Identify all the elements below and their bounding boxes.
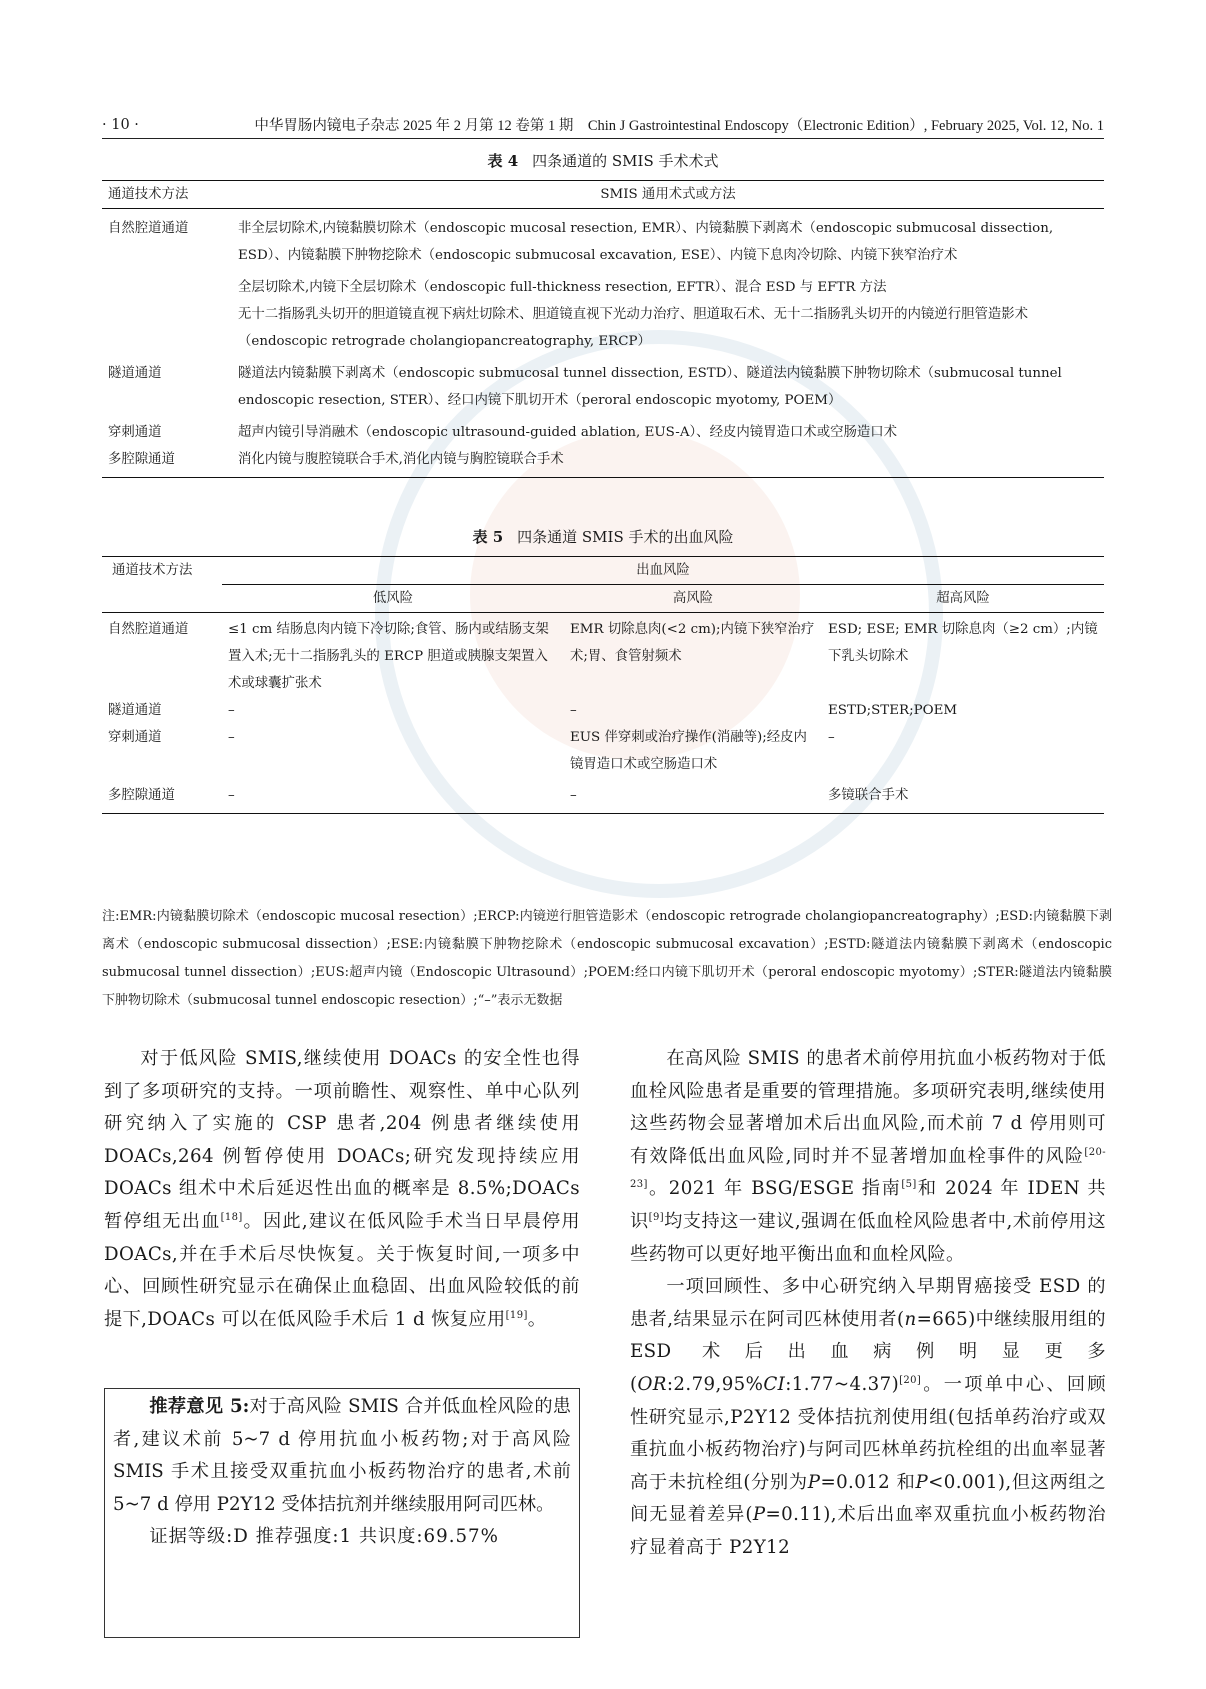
table-cell: 非全层切除术,内镜黏膜切除术（endoscopic mucosal resection, EMR）、内镜黏膜下剥离术（endoscopic submucosal dissection, ESD）、内镜黏膜下肿物挖除术（endoscopic submucosal excavation, ESE）、内镜下息肉冷切除、内镜下狭窄治疗术 [238,221,1054,263]
table-cell: – [570,788,577,803]
table-cell [102,269,232,301]
recommendation-box [104,1388,580,1638]
table-cell: 穿刺通道 [108,425,162,440]
citation: [18] [220,1211,243,1223]
running-header [102,114,1104,135]
table4-title: 四条通道的 SMIS 手术术式 [532,152,719,170]
table4-label: 表 4 [487,152,519,170]
table-cell: 隧道通道 [108,366,162,381]
table5-vhigh: 超高风险 [936,591,990,606]
table-cell: – [228,703,235,718]
table-note: 注:EMR:内镜黏膜切除术（endoscopic mucosal resection）;ERCP:内镜逆行胆管造影术（endoscopic retrograde cholangiopancreatography）;ESD:内镜黏膜下剥离术（endoscopic submucosal dissection）;ESE:内镜黏膜下肿物挖除术（endoscopic submucosal excavation）;ESTD:隧道法内镜黏膜下剥离术（endoscopic submucosal tunnel dissection）;EUS:超声内镜（Endoscopic Ultrasound）;POEM:经口内镜下肌切开术（peroral endoscopic myotomy）;STER:隧道法内镜黏膜下肿物切除术（submucosal tunnel endoscopic resection）;“–”表示无数据 [102,909,1112,1008]
table-cell: 超声内镜引导消融术（endoscopic ultrasound-guided ablation, EUS-A）、经皮内镜胃造口术或空肠造口术 [238,425,898,440]
table5-group: 出血风险 [222,557,1104,585]
table-cell: ESD; ESE; EMR 切除息肉（≥2 cm）;内镜下乳头切除术 [828,622,1098,664]
table-cell: – [570,703,577,718]
table4 [102,180,1104,478]
table-cell: 多镜联合手术 [828,788,909,803]
table-cell: 隧道法内镜黏膜下剥离术（endoscopic submucosal tunnel dissection, ESTD）、隧道法内镜黏膜下肿物切除术（submucosal tunnel endoscopic resection, STER）、经口内镜下肌切开术（peroral endoscopic myotomy, POEM） [238,366,1062,408]
citation: [20] [899,1374,922,1386]
table-cell: 隧道通道 [108,703,162,718]
table-cell: 自然腔道通道 [108,221,189,236]
table-cell: ESTD;STER;POEM [828,703,958,718]
table-cell: – [828,730,835,745]
paragraph: 对于低风险 SMIS,继续使用 DOACs 的安全性也得到了多项研究的支持。一项前瞻性、观察性、单中心队列研究纳入了实施的 CSP 患者,204 例患者继续使用 DOACs,264 例暂停使用 DOACs;研究发现持续应用 DOACs 组术中术后延迟性出血的概率是 8.5%;DOACs 暂停组无出血[18]。因此,建议在低风险手术当日早晨停用 DOACs,并在手术后尽快恢复。关于恢复时间,一项多中心、回顾性研究显示在确保止血稳固、出血风险较低的前提下,DOACs 可以在低风险手术后 1 d 恢复应用[19]。 [104,1048,581,1330]
table-cell: – [228,730,235,745]
table-cell: 穿刺通道 [108,730,162,745]
table-cell: EUS 伴穿刺或治疗操作(消融等);经皮内镜胃造口术或空肠造口术 [570,730,807,772]
table-cell: 多腔隙通道 [108,788,175,803]
paragraph: 在高风险 SMIS 的患者术前停用抗血小板药物对于低血栓风险患者是重要的管理措施。多项研究表明,继续使用这些药物会显著增加术后出血风险,而术前 7 d 停用则可有效降低出血风险,同时并不显著增加血栓事件的风险[20-23]。2021 年 BSG/ESGE 指南[5]和 2024 年 IDEN 共识[9]均支持这一建议,强调在低血栓风险患者中,术前停用这些药物可以更好地平衡出血和血栓风险。 [630,1048,1106,1265]
table5-low: 低风险 [372,591,414,606]
paragraph: 一项回顾性、多中心研究纳入早期胃癌接受 ESD 的患者,结果显示在阿司匹林使用者(n=665)中继续服用组的 ESD 术后出血病例明显更多(OR:2.79,95%CI:1.77~4.37)[20]。一项单中心、回顾性研究显示,P2Y12 受体拮抗剂使用组(包括单药治疗或双重抗血小板药物治疗)与阿司匹林单药抗栓组的出血率显著高于未抗栓组(分别为P=0.012 和P<0.001),但这两组之间无显着差异(P=0.11),术后出血率双重抗血小板药物治疗显着高于 P2Y12 [630,1276,1106,1558]
table5-caption [102,526,1104,547]
table4-col1: 通道技术方法 [108,187,189,202]
citation: [19] [505,1309,528,1321]
left-column [104,1043,580,1336]
table-cell: EMR 切除息肉(<2 cm);内镜下狭窄治疗术;胃、食管射频术 [570,622,815,664]
citation: [9] [648,1211,665,1223]
table-cell: 消化内镜与腹腔镜联合手术,消化内镜与胸腔镜联合手术 [238,452,564,467]
table4-col2: SMIS 通用术式或方法 [600,187,736,202]
citation: [20-23] [630,1146,1106,1191]
recommendation-label: 推荐意见 5: [149,1396,250,1417]
table-cell: – [228,788,235,803]
table4-caption [102,150,1104,171]
right-column [630,1043,1106,1565]
table5-title: 四条通道 SMIS 手术的出血风险 [517,528,734,546]
table-cell: 自然腔道通道 [108,622,189,637]
table-cell: ≤1 cm 结肠息肉内镜下冷切除;食管、肠内或结肠支架置入术;无十二指肠乳头的 ERCP 胆道或胰腺支架置入术或球囊扩张术 [228,622,549,691]
citation: [5] [901,1179,917,1191]
table5-col1: 通道技术方法 [112,563,193,578]
table-cell: 全层切除术,内镜下全层切除术（endoscopic full-thickness resection, EFTR）、混合 ESD 与 EFTR 方法 [238,280,887,295]
recommendation-text: 推荐意见 5:对于高风险 SMIS 合并低血栓风险的患者,建议术前 5~7 d 停用抗血小板药物;对于高风险 SMIS 手术且接受双重抗血小板药物治疗的患者,术前 5~7 d 停用 P2Y12 受体拮抗剂并继续服用阿司匹林。 [113,1396,571,1515]
journal-info: 中华胃肠内镜电子杂志 2025 年 2 月第 12 卷第 1 期 Chin J Gastrointestinal Endoscopy（Electronic Edition）, February 2025, Vol. 12, No. 1 [254,118,1104,134]
table5 [102,556,1104,814]
table5-high: 高风险 [672,591,714,606]
evidence-line: 证据等级:D 推荐强度:1 共识度:69.57% [149,1526,499,1548]
header-rule [102,138,1104,139]
table-cell: 多腔隙通道 [108,452,175,467]
table5-label: 表 5 [472,528,504,546]
table-cell [102,301,232,355]
page-number: · 10 · [102,116,139,133]
table-cell: 无十二指肠乳头切开的胆道镜直视下病灶切除术、胆道镜直视下光动力治疗、胆道取石术、无十二指肠乳头切开的内镜逆行胆管造影术（endoscopic retrograde cholangiopancreatography, ERCP） [238,307,1029,349]
